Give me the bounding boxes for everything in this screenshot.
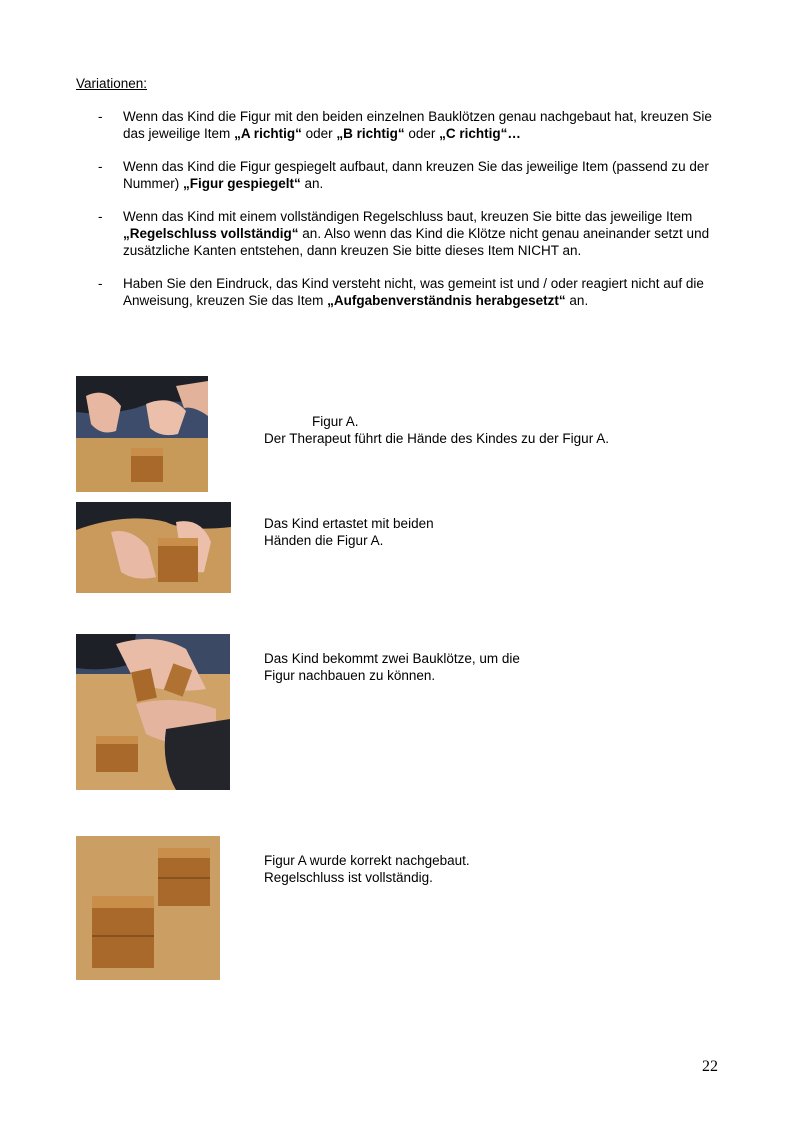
text-run-bold: „Regelschluss vollständig“ <box>123 226 299 241</box>
text-run: Haben Sie den Eindruck, das Kind versteht nicht, was gemeint ist und / oder reagiert nicht auf die Anweisung, kreuzen Sie das Item <box>123 276 704 308</box>
text-run-bold: „A richtig“ <box>234 126 302 141</box>
text-run: Wenn das Kind mit einem vollständigen Regelschluss baut, kreuzen Sie bitte das jeweilige Item <box>123 209 693 224</box>
caption-line: Regelschluss ist vollständig. <box>264 870 433 885</box>
bullet-dash: - <box>98 276 103 291</box>
text-run: an. Also wenn das Kind die Klötze nicht genau aneinander setzt und zusätzliche Kanten entstehen, dann kreuzen Sie bitte dieses Item NICHT an. <box>123 226 710 258</box>
caption-line: Figur nachbauen zu können. <box>264 668 436 683</box>
list-item <box>76 275 736 309</box>
bullet-dash: - <box>98 209 103 224</box>
section-heading: Variationen: <box>76 76 148 91</box>
caption-figure-4 <box>264 852 684 886</box>
text-run: oder <box>301 126 337 141</box>
list-item-text <box>123 109 712 141</box>
caption-line: Der Therapeut führt die Hände des Kindes zu der Figur A. <box>264 431 609 446</box>
photo-figure-rebuilt <box>76 836 220 980</box>
page-number: 22 <box>702 1058 718 1075</box>
list-item <box>76 108 736 142</box>
caption-title: Figur A. <box>312 414 359 429</box>
caption-figure-2 <box>264 515 684 549</box>
caption-line: Das Kind ertastet mit beiden <box>264 516 434 531</box>
text-run: oder <box>404 126 440 141</box>
list-item-text <box>123 276 704 308</box>
photo-hands-guided-to-figure <box>76 376 208 492</box>
photo-child-touches-figure <box>76 502 231 593</box>
text-run-bold: „C richtig“… <box>439 126 521 141</box>
text-run-bold: „B richtig“ <box>336 126 405 141</box>
list-item <box>76 158 736 192</box>
text-run: an. <box>565 293 589 308</box>
text-run: Wenn das Kind die Figur gespiegelt aufbaut, dann kreuzen Sie das jeweilige Item (passend zu der Nummer) <box>123 159 709 191</box>
list-item-text <box>123 209 709 258</box>
caption-figure-1 <box>264 413 684 447</box>
list-item-text <box>123 159 709 191</box>
bullet-dash: - <box>98 159 103 174</box>
variations-list <box>76 108 736 325</box>
caption-line: Figur A wurde korrekt nachgebaut. <box>264 853 470 868</box>
text-run: an. <box>300 176 324 191</box>
caption-line: Das Kind bekommt zwei Bauklötze, um die <box>264 651 520 666</box>
photo-child-receives-blocks <box>76 634 230 790</box>
caption-figure-3 <box>264 650 684 684</box>
bullet-dash: - <box>98 109 103 124</box>
caption-line: Händen die Figur A. <box>264 533 384 548</box>
text-run-bold: „Aufgabenverständnis herabgesetzt“ <box>327 293 566 308</box>
text-run-bold: „Figur gespiegelt“ <box>183 176 301 191</box>
text-run: Wenn das Kind die Figur mit den beiden einzelnen Bauklötzen genau nachgebaut hat, kreuzen Sie das jeweilige Item <box>123 109 712 141</box>
list-item <box>76 208 736 259</box>
